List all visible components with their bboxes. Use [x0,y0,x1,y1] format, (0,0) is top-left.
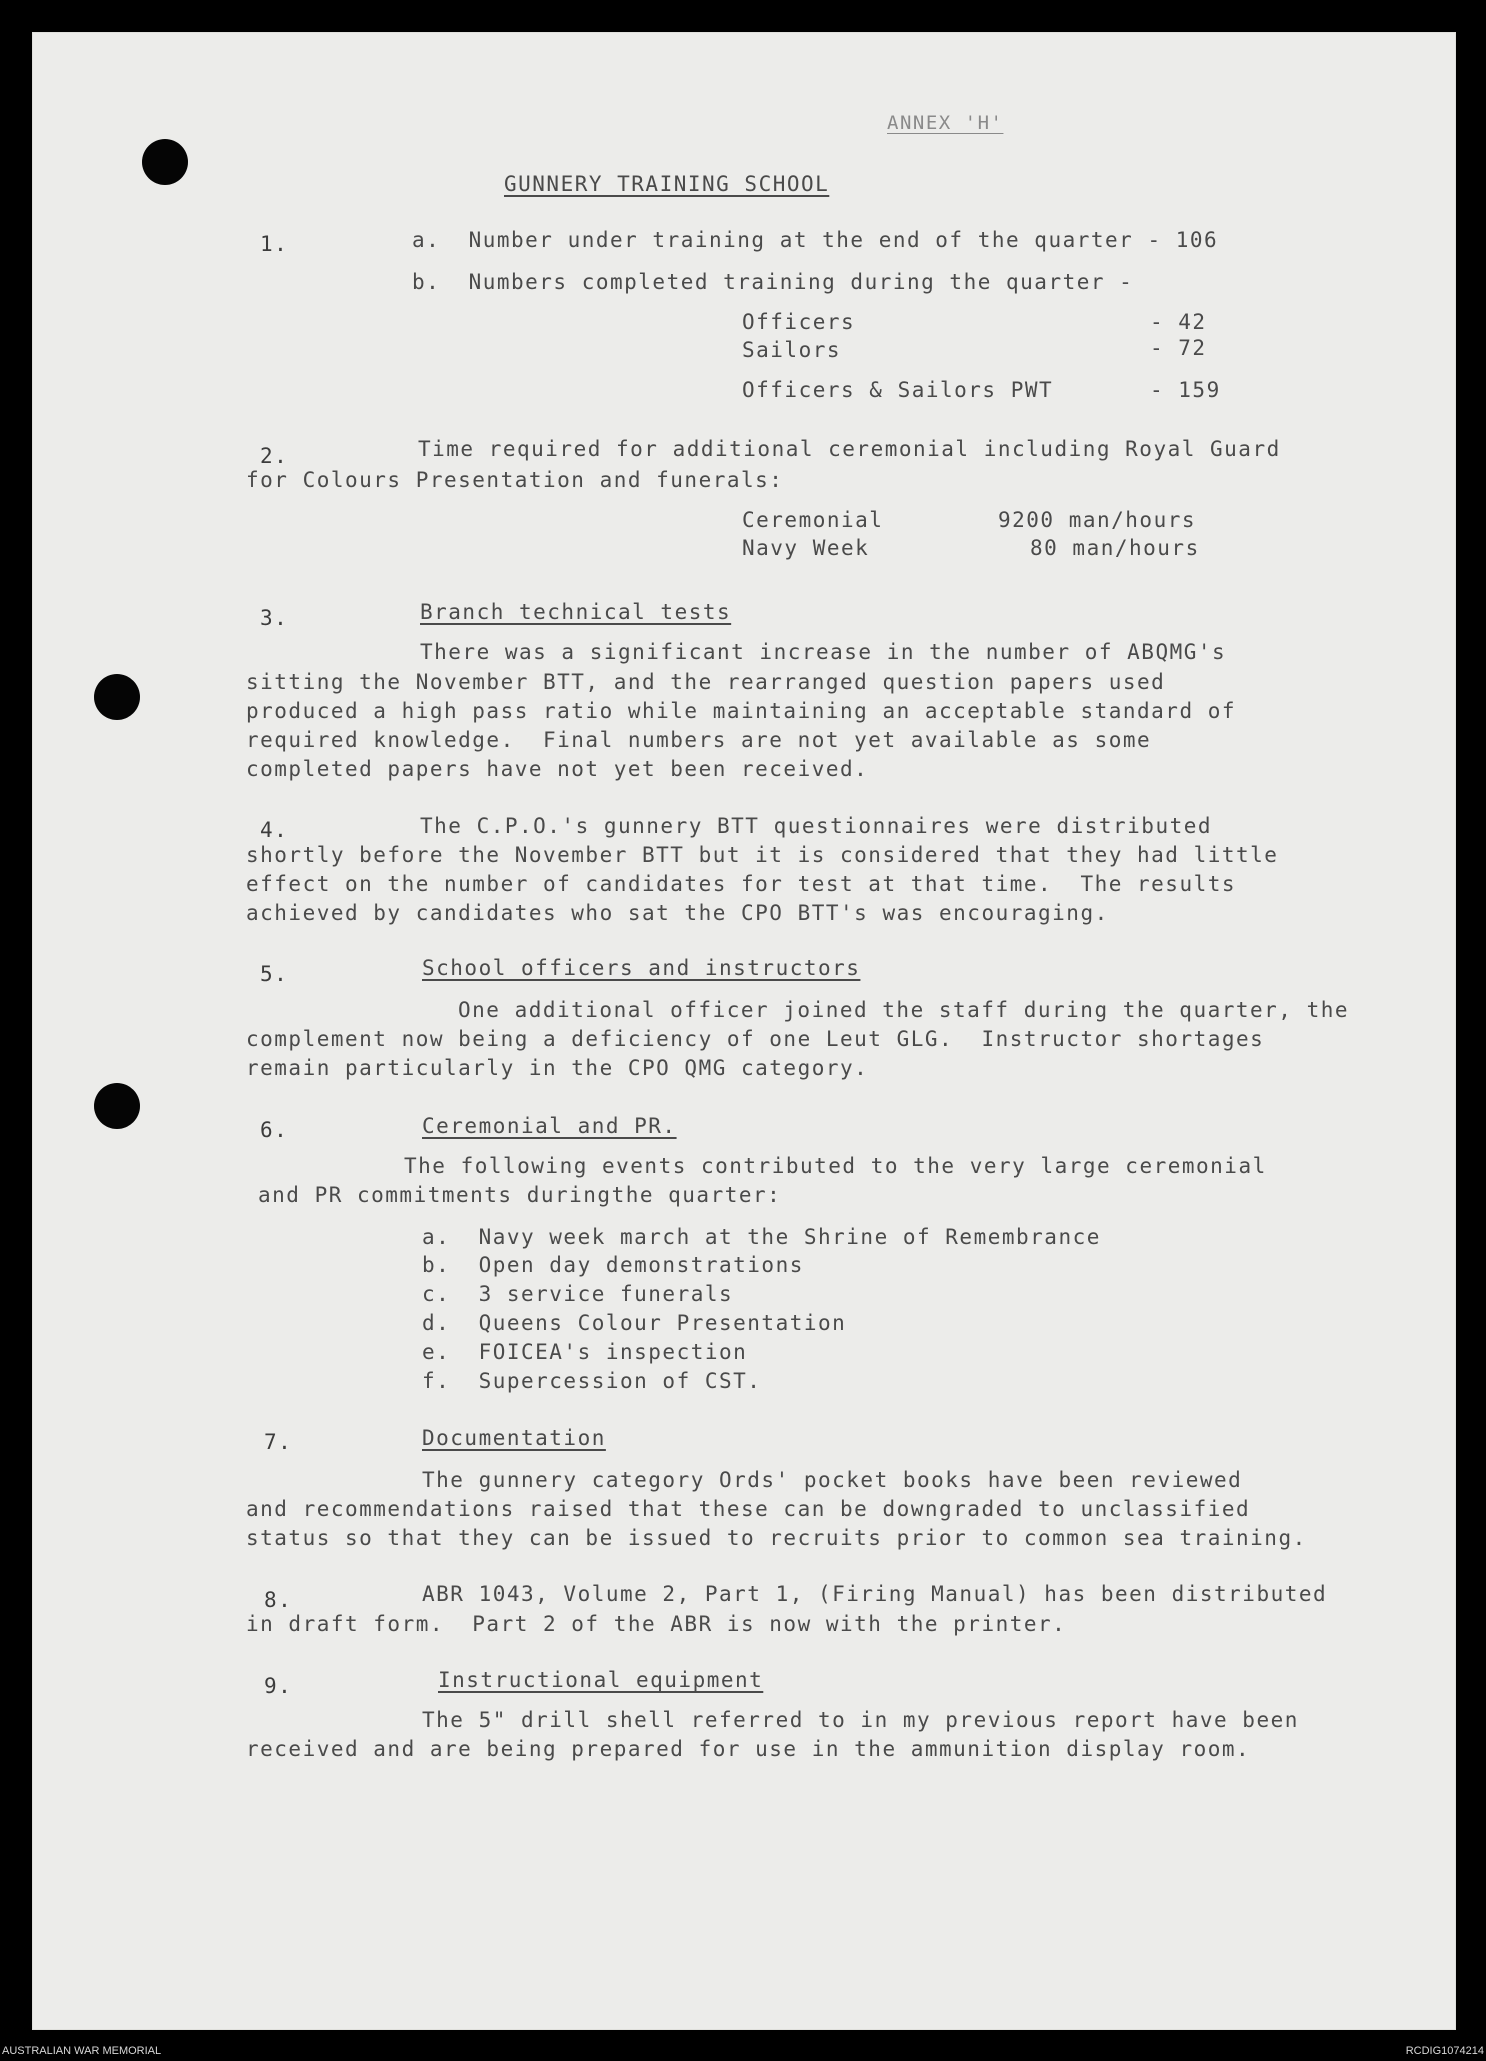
paragraph-line: The 5" drill shell referred to in my previous report have been [422,1708,1299,1732]
paragraph-line: complement now being a deficiency of one Leut GLG. Instructor shortages [246,1027,1265,1051]
paragraph-line: and PR commitments duringthe quarter: [258,1183,782,1207]
paragraph-line: required knowledge. Final numbers are not yet available as some [246,728,1152,752]
list-item: a. Navy week march at the Shrine of Remembrance [422,1225,1101,1249]
section-heading: Ceremonial and PR. [422,1114,677,1138]
section-heading: Branch technical tests [420,600,732,624]
paragraph-line: achieved by candidates who sat the CPO BTT's was encouraging. [246,901,1109,925]
paragraph-line: The C.P.O.'s gunnery BTT questionnaires were distributed [420,814,1213,838]
list-item: d. Queens Colour Presentation [422,1311,847,1335]
section-number: 2. [260,444,289,468]
paragraph-line: shortly before the November BTT but it is considered that they had little [246,843,1279,867]
paragraph-line: remain particularly in the CPO QMG category. [246,1056,869,1080]
annex-label: ANNEX 'H' [887,112,1004,134]
section-number: 6. [260,1118,289,1142]
section-number: 4. [260,818,289,842]
table-value: 9200 man/hours [998,508,1197,532]
section-text: b. Numbers completed training during the quarter - [412,270,1134,294]
paragraph-line: status so that they can be issued to recruits prior to common sea training. [246,1526,1307,1550]
paragraph-line: ABR 1043, Volume 2, Part 1, (Firing Manual) has been distributed [422,1582,1328,1606]
section-heading: School officers and instructors [422,956,861,980]
table-label: Ceremonial [742,508,884,532]
section-heading: Instructional equipment [438,1668,764,1692]
section-number: 8. [264,1588,293,1612]
table-label: Officers [742,310,856,334]
punch-hole [142,139,188,185]
list-item: b. Open day demonstrations [422,1253,804,1277]
paragraph-line: and recommendations raised that these can be downgraded to unclassified [246,1497,1251,1521]
section-number: 3. [260,606,289,630]
footer-source: AUSTRALIAN WAR MEMORIAL [2,2045,162,2057]
paragraph-line: produced a high pass ratio while maintaining an acceptable standard of [246,699,1237,723]
section-number: 9. [264,1674,293,1698]
table-value: 80 man/hours [1030,536,1200,560]
list-item: c. 3 service funerals [422,1282,734,1306]
table-label: Sailors [742,338,842,362]
document-page [32,32,1456,2030]
paragraph-line: sitting the November BTT, and the rearranged question papers used [246,670,1166,694]
paragraph-line: The gunnery category Ords' pocket books have been reviewed [422,1468,1243,1492]
paragraph-line: One additional officer joined the staff during the quarter, the [458,998,1350,1022]
paragraph-line: received and are being prepared for use in the ammunition display room. [246,1737,1251,1761]
table-value: - 159 [1150,378,1221,402]
section-text: for Colours Presentation and funerals: [246,468,784,492]
section-number: 5. [260,962,289,986]
paragraph-line: There was a significant increase in the number of ABQMG's [420,640,1227,664]
paragraph-line: effect on the number of candidates for test at that time. The results [246,872,1237,896]
section-heading: Documentation [422,1426,606,1450]
list-item: e. FOICEA's inspection [422,1340,748,1364]
section-text: Time required for additional ceremonial including Royal Guard [418,437,1281,461]
footer-id: RCDIG1074214 [1405,2045,1484,2057]
page-title: GUNNERY TRAINING SCHOOL [504,172,830,196]
table-label: Navy Week [742,536,870,560]
paragraph-line: completed papers have not yet been received. [246,757,869,781]
section-text: a. Number under training at the end of the quarter - 106 [412,228,1219,252]
table-value: - 42 [1150,310,1207,334]
table-label: Officers & Sailors PWT [742,378,1054,402]
section-number: 7. [264,1430,293,1454]
paragraph-line: in draft form. Part 2 of the ABR is now with the printer. [246,1612,1067,1636]
list-item: f. Supercession of CST. [422,1369,762,1393]
paragraph-line: The following events contributed to the very large ceremonial [404,1154,1267,1178]
section-number: 1. [260,232,289,256]
punch-hole [94,1083,140,1129]
punch-hole [94,674,140,720]
table-value: - 72 [1150,336,1207,360]
